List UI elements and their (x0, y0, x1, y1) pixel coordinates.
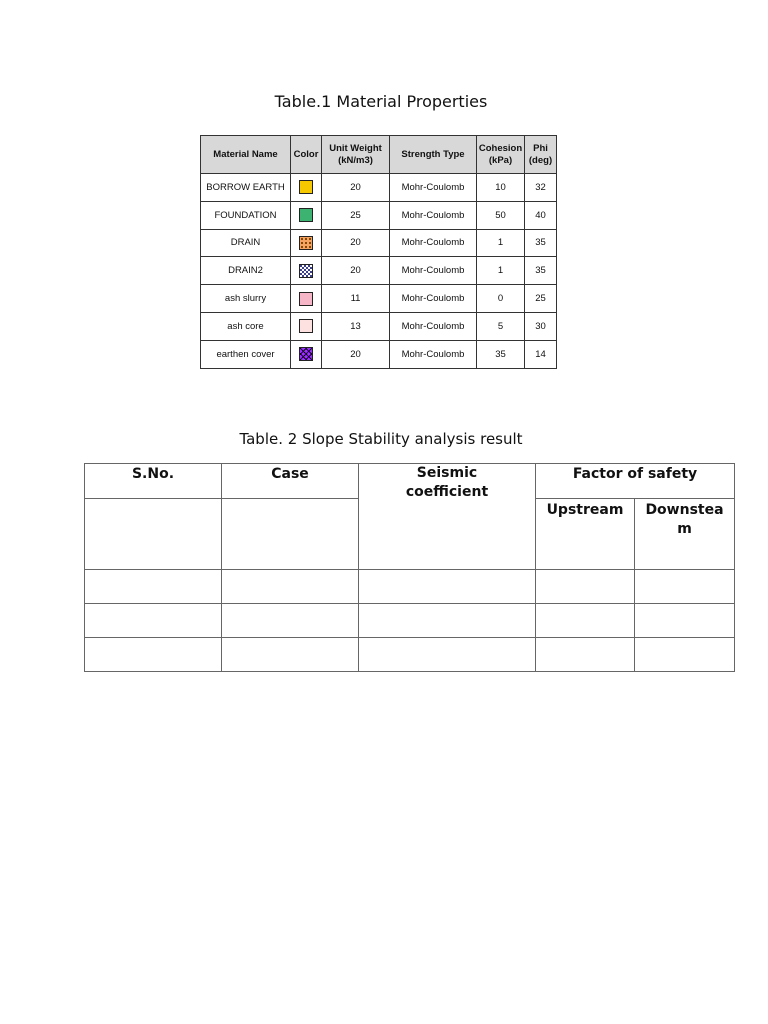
header-cohesion (477, 136, 525, 174)
header-strength-type: Strength Type (390, 136, 477, 174)
cohesion-cell: 10 (477, 174, 525, 202)
material-name-cell: earthen cover (201, 340, 291, 368)
header-sno-text: S.No. (84, 465, 222, 499)
table1-title: Table.1 Material Properties (274, 92, 488, 111)
empty-cell (359, 638, 536, 672)
strength-type-cell: Mohr-Coulomb (390, 257, 477, 285)
unit-weight-cell: 13 (322, 312, 390, 340)
strength-type-cell: Mohr-Coulomb (390, 312, 477, 340)
table-row (201, 312, 557, 340)
unit-weight-cell: 20 (322, 257, 390, 285)
table-header-row (85, 464, 735, 499)
header-cohesion-line2: (kPa) (488, 154, 513, 166)
header-seismic-coefficient: Seismic coefficient (359, 464, 536, 570)
color-cell (291, 229, 322, 257)
header-unit-weight (322, 136, 390, 174)
color-cell (291, 340, 322, 368)
strength-type-cell: Mohr-Coulomb (390, 340, 477, 368)
phi-cell: 25 (525, 285, 557, 313)
phi-cell: 30 (525, 312, 557, 340)
phi-cell: 35 (525, 257, 557, 285)
color-swatch (299, 292, 313, 306)
table-row (201, 340, 557, 368)
table-row (85, 638, 735, 672)
header-case-text: Case (221, 465, 359, 499)
cohesion-cell: 50 (477, 201, 525, 229)
header-downstream: Downsteam (635, 499, 735, 570)
color-swatch (299, 236, 313, 250)
phi-cell: 14 (525, 340, 557, 368)
header-phi (525, 136, 557, 174)
material-name-cell: DRAIN (201, 229, 291, 257)
table-row (85, 604, 735, 638)
unit-weight-cell: 11 (322, 285, 390, 313)
cohesion-cell: 5 (477, 312, 525, 340)
table-row (201, 285, 557, 313)
unit-weight-cell: 20 (322, 229, 390, 257)
strength-type-cell: Mohr-Coulomb (390, 201, 477, 229)
cohesion-cell: 1 (477, 229, 525, 257)
color-swatch (299, 208, 313, 222)
unit-weight-cell: 20 (322, 174, 390, 202)
header-upstream: Upstream (536, 499, 635, 570)
material-name-cell: DRAIN2 (201, 257, 291, 285)
header-cohesion-line1: Cohesion (478, 142, 523, 154)
empty-cell (222, 638, 359, 672)
color-cell (291, 285, 322, 313)
header-case (222, 464, 359, 570)
phi-cell: 32 (525, 174, 557, 202)
color-cell (291, 312, 322, 340)
slope-stability-table (84, 463, 735, 672)
phi-cell: 35 (525, 229, 557, 257)
empty-cell (222, 570, 359, 604)
table2-title: Table. 2 Slope Stability analysis result (239, 430, 523, 448)
empty-cell (85, 638, 222, 672)
table-header-row (201, 136, 557, 174)
color-swatch (299, 264, 313, 278)
table-row (201, 257, 557, 285)
color-cell (291, 257, 322, 285)
header-unit-weight-line1: Unit Weight (329, 142, 382, 154)
color-cell (291, 201, 322, 229)
color-swatch (299, 180, 313, 194)
empty-cell (536, 638, 635, 672)
strength-type-cell: Mohr-Coulomb (390, 174, 477, 202)
header-color: Color (291, 136, 322, 174)
empty-cell (359, 604, 536, 638)
header-factor-of-safety: Factor of safety (536, 464, 735, 499)
color-swatch (299, 319, 313, 333)
empty-cell (536, 604, 635, 638)
material-name-cell: BORROW EARTH (201, 174, 291, 202)
empty-cell (635, 570, 735, 604)
unit-weight-cell: 20 (322, 340, 390, 368)
strength-type-cell: Mohr-Coulomb (390, 229, 477, 257)
table-row (85, 570, 735, 604)
table-row (201, 174, 557, 202)
color-swatch (299, 347, 313, 361)
color-cell (291, 174, 322, 202)
empty-cell (85, 604, 222, 638)
strength-type-cell: Mohr-Coulomb (390, 285, 477, 313)
cohesion-cell: 1 (477, 257, 525, 285)
empty-cell (85, 570, 222, 604)
empty-cell (359, 570, 536, 604)
material-name-cell: ash slurry (201, 285, 291, 313)
material-name-cell: FOUNDATION (201, 201, 291, 229)
empty-cell (635, 638, 735, 672)
unit-weight-cell: 25 (322, 201, 390, 229)
table-row (201, 229, 557, 257)
cohesion-cell: 0 (477, 285, 525, 313)
header-phi-line2: (deg) (528, 154, 553, 166)
material-name-cell: ash core (201, 312, 291, 340)
empty-cell (536, 570, 635, 604)
header-phi-line1: Phi (533, 142, 548, 154)
empty-cell (635, 604, 735, 638)
cohesion-cell: 35 (477, 340, 525, 368)
header-unit-weight-line2: (kN/m3) (338, 154, 373, 166)
phi-cell: 40 (525, 201, 557, 229)
header-material-name: Material Name (201, 136, 291, 174)
empty-cell (222, 604, 359, 638)
table-row (201, 201, 557, 229)
header-sno (85, 464, 222, 570)
material-properties-table (200, 135, 557, 369)
